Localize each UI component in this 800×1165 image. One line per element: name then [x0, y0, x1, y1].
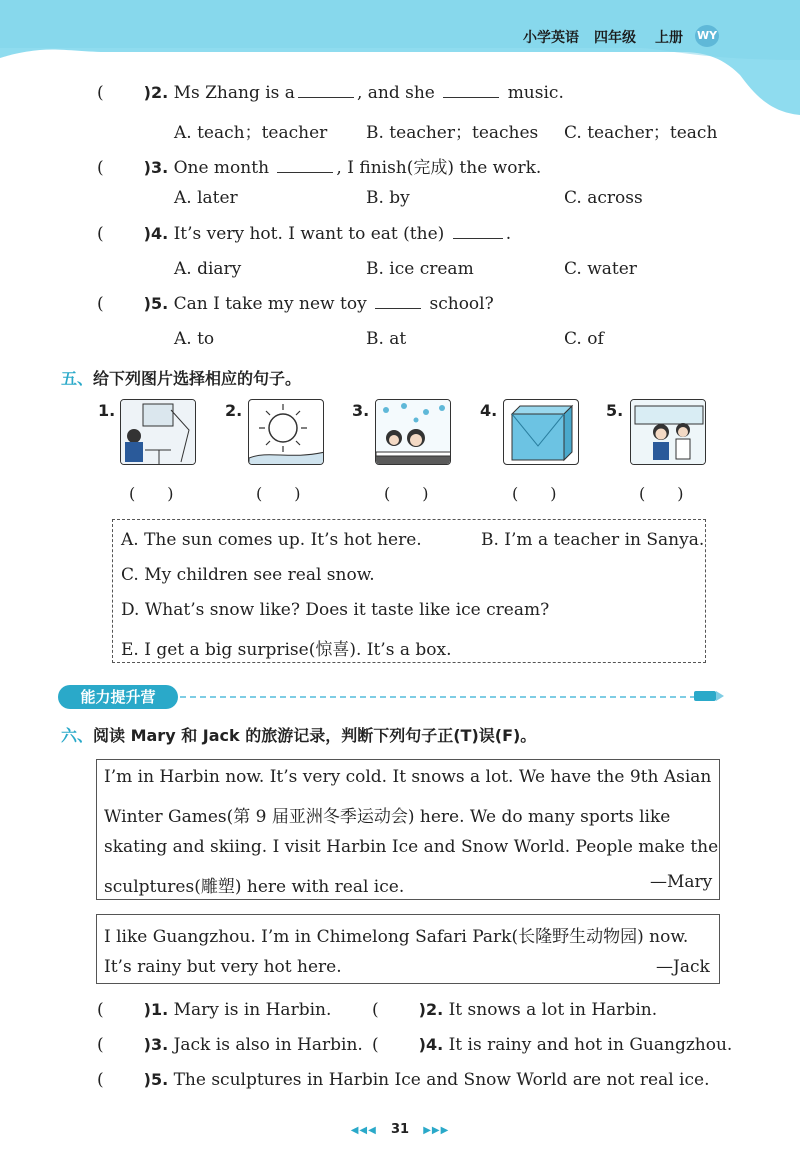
q2-text-a: Ms Zhang is a — [173, 83, 295, 103]
q2-option-b: B. teacher；teaches — [366, 123, 539, 143]
pic5-num: 5. — [606, 401, 624, 420]
q3-blank[interactable] — [277, 158, 333, 173]
q4-option-c: C. water — [564, 259, 637, 279]
q4-num: )4. — [143, 224, 169, 243]
pic4-num: 4. — [480, 401, 498, 420]
next-arrows-icon: ▶▶▶ — [423, 1125, 450, 1136]
tf5-num: )5. — [143, 1070, 169, 1089]
mary-line-4: sculptures(雕塑) here with real ice. — [104, 877, 405, 897]
tf-1 — [97, 1000, 331, 1020]
q3-num: )3. — [143, 158, 169, 177]
prev-arrows-icon: ◀◀◀ — [350, 1125, 377, 1136]
pic4-answer[interactable]: ( ) — [512, 484, 557, 503]
q3-open-paren: ( — [97, 158, 104, 178]
q2-option-c: C. teacher；teach — [564, 123, 718, 143]
section5-title — [61, 366, 301, 389]
question-5 — [97, 294, 494, 314]
pic1-classroom — [120, 399, 196, 465]
q4-open-paren: ( — [97, 224, 104, 244]
q5-option-c: C. of — [564, 329, 604, 349]
q5-blank[interactable] — [375, 294, 421, 309]
mary-line-2: Winter Games(第 9 届亚洲冬季运动会) here. We do many sports like — [104, 807, 671, 827]
q3-text-b: , I finish(完成) the work. — [336, 158, 542, 178]
q2-blank-2[interactable] — [443, 83, 499, 98]
section5-mark: 五、 — [61, 369, 94, 388]
pic3-snow-children — [375, 399, 451, 465]
section6-mark: 六、 — [61, 726, 94, 745]
jack-signature: —Jack — [656, 957, 710, 977]
tf5-text: The sculptures in Harbin Ice and Snow World are not real ice. — [173, 1070, 710, 1090]
tf1-text: Mary is in Harbin. — [173, 1000, 332, 1020]
section6-title-text: 阅读 Mary 和 Jack 的旅游记录，判断下列句子正(T)误(F)。 — [93, 726, 537, 745]
q2-text-c: music. — [507, 83, 564, 103]
tf-2 — [372, 1000, 657, 1020]
tf4-num: )4. — [418, 1035, 444, 1054]
q4-blank[interactable] — [453, 224, 503, 239]
banner-label — [58, 685, 178, 709]
pic5-teacher — [630, 399, 706, 465]
choice-d: D. What’s snow like? Does it taste like ice cream? — [121, 600, 550, 620]
pic3-answer[interactable]: ( ) — [384, 484, 429, 503]
tf-3 — [97, 1035, 363, 1055]
q4-option-b: B. ice cream — [366, 259, 474, 279]
q3-option-c: C. across — [564, 188, 643, 208]
choice-b: B. I’m a teacher in Sanya. — [481, 530, 705, 550]
tf3-paren[interactable]: ( — [97, 1035, 104, 1055]
q5-num: )5. — [143, 294, 169, 313]
section5-title-text: 给下列图片选择相应的句子。 — [93, 369, 302, 388]
q4-text-a: It’s very hot. I want to eat (the) — [173, 224, 445, 244]
tf2-num: )2. — [418, 1000, 444, 1019]
q5-text-a: Can I take my new toy — [173, 294, 367, 314]
header-volume: 上册 — [655, 30, 683, 46]
pic5-answer[interactable]: ( ) — [639, 484, 684, 503]
mary-line-3: skating and skiing. I visit Harbin Ice and Snow World. People make the — [104, 837, 719, 857]
tf2-text: It snows a lot in Harbin. — [448, 1000, 658, 1020]
q3-option-b: B. by — [366, 188, 410, 208]
q4-text-b: . — [505, 224, 512, 244]
q5-text-b: school? — [429, 294, 494, 314]
pic1-answer[interactable]: ( ) — [129, 484, 174, 503]
q2-text-b: , and she — [356, 83, 435, 103]
section6-title — [61, 723, 536, 746]
tf-5 — [97, 1070, 709, 1090]
tf5-paren[interactable]: ( — [97, 1070, 104, 1090]
tf1-paren[interactable]: ( — [97, 1000, 104, 1020]
q2-num: )2. — [143, 83, 169, 102]
choice-c: C. My children see real snow. — [121, 565, 375, 585]
tf3-num: )3. — [143, 1035, 169, 1054]
q3-text-a: One month — [173, 158, 270, 178]
jack-line-1: I like Guangzhou. I’m in Chimelong Safari Park(长隆野生动物园) now. — [104, 927, 689, 947]
tf4-paren[interactable]: ( — [372, 1035, 379, 1055]
question-4 — [97, 224, 511, 244]
pencil-icon — [694, 690, 724, 702]
q2-option-a: A. teach；teacher — [174, 123, 328, 143]
q5-option-a: A. to — [174, 329, 215, 349]
header-badge-text: WY — [696, 29, 718, 42]
q2-open-paren: ( — [97, 83, 104, 103]
q5-open-paren: ( — [97, 294, 104, 314]
question-2 — [97, 83, 564, 103]
tf1-num: )1. — [143, 1000, 169, 1019]
q2-blank-1[interactable] — [298, 83, 354, 98]
choice-e: E. I get a big surprise(惊喜). It’s a box. — [121, 640, 452, 660]
header-subject: 小学英语 — [523, 30, 579, 46]
page-number: 31 — [390, 1122, 410, 1137]
banner-dash-line — [180, 696, 696, 698]
pic4-box — [503, 399, 579, 465]
choice-a: A. The sun comes up. It’s hot here. — [121, 530, 422, 550]
pic1-num: 1. — [98, 401, 116, 420]
header-grade: 四年级 — [594, 30, 636, 46]
pic2-answer[interactable]: ( ) — [256, 484, 301, 503]
tf4-text: It is rainy and hot in Guangzhou. — [448, 1035, 733, 1055]
mary-signature: —Mary — [650, 872, 713, 892]
banner-label-text: 能力提升营 — [80, 688, 156, 706]
q5-option-b: B. at — [366, 329, 407, 349]
tf2-paren[interactable]: ( — [372, 1000, 379, 1020]
tf-4 — [372, 1035, 732, 1055]
header-badge — [695, 25, 719, 47]
jack-line-2: It’s rainy but very hot here. — [104, 957, 342, 977]
question-3 — [97, 153, 541, 178]
pic2-sun — [248, 399, 324, 465]
q3-option-a: A. later — [174, 188, 238, 208]
pic3-num: 3. — [352, 401, 370, 420]
q4-option-a: A. diary — [174, 259, 242, 279]
mary-line-1: I’m in Harbin now. It’s very cold. It snows a lot. We have the 9th Asian — [104, 767, 712, 787]
footer-page-nav — [0, 1122, 800, 1137]
tf3-text: Jack is also in Harbin. — [173, 1035, 363, 1055]
pic2-num: 2. — [225, 401, 243, 420]
